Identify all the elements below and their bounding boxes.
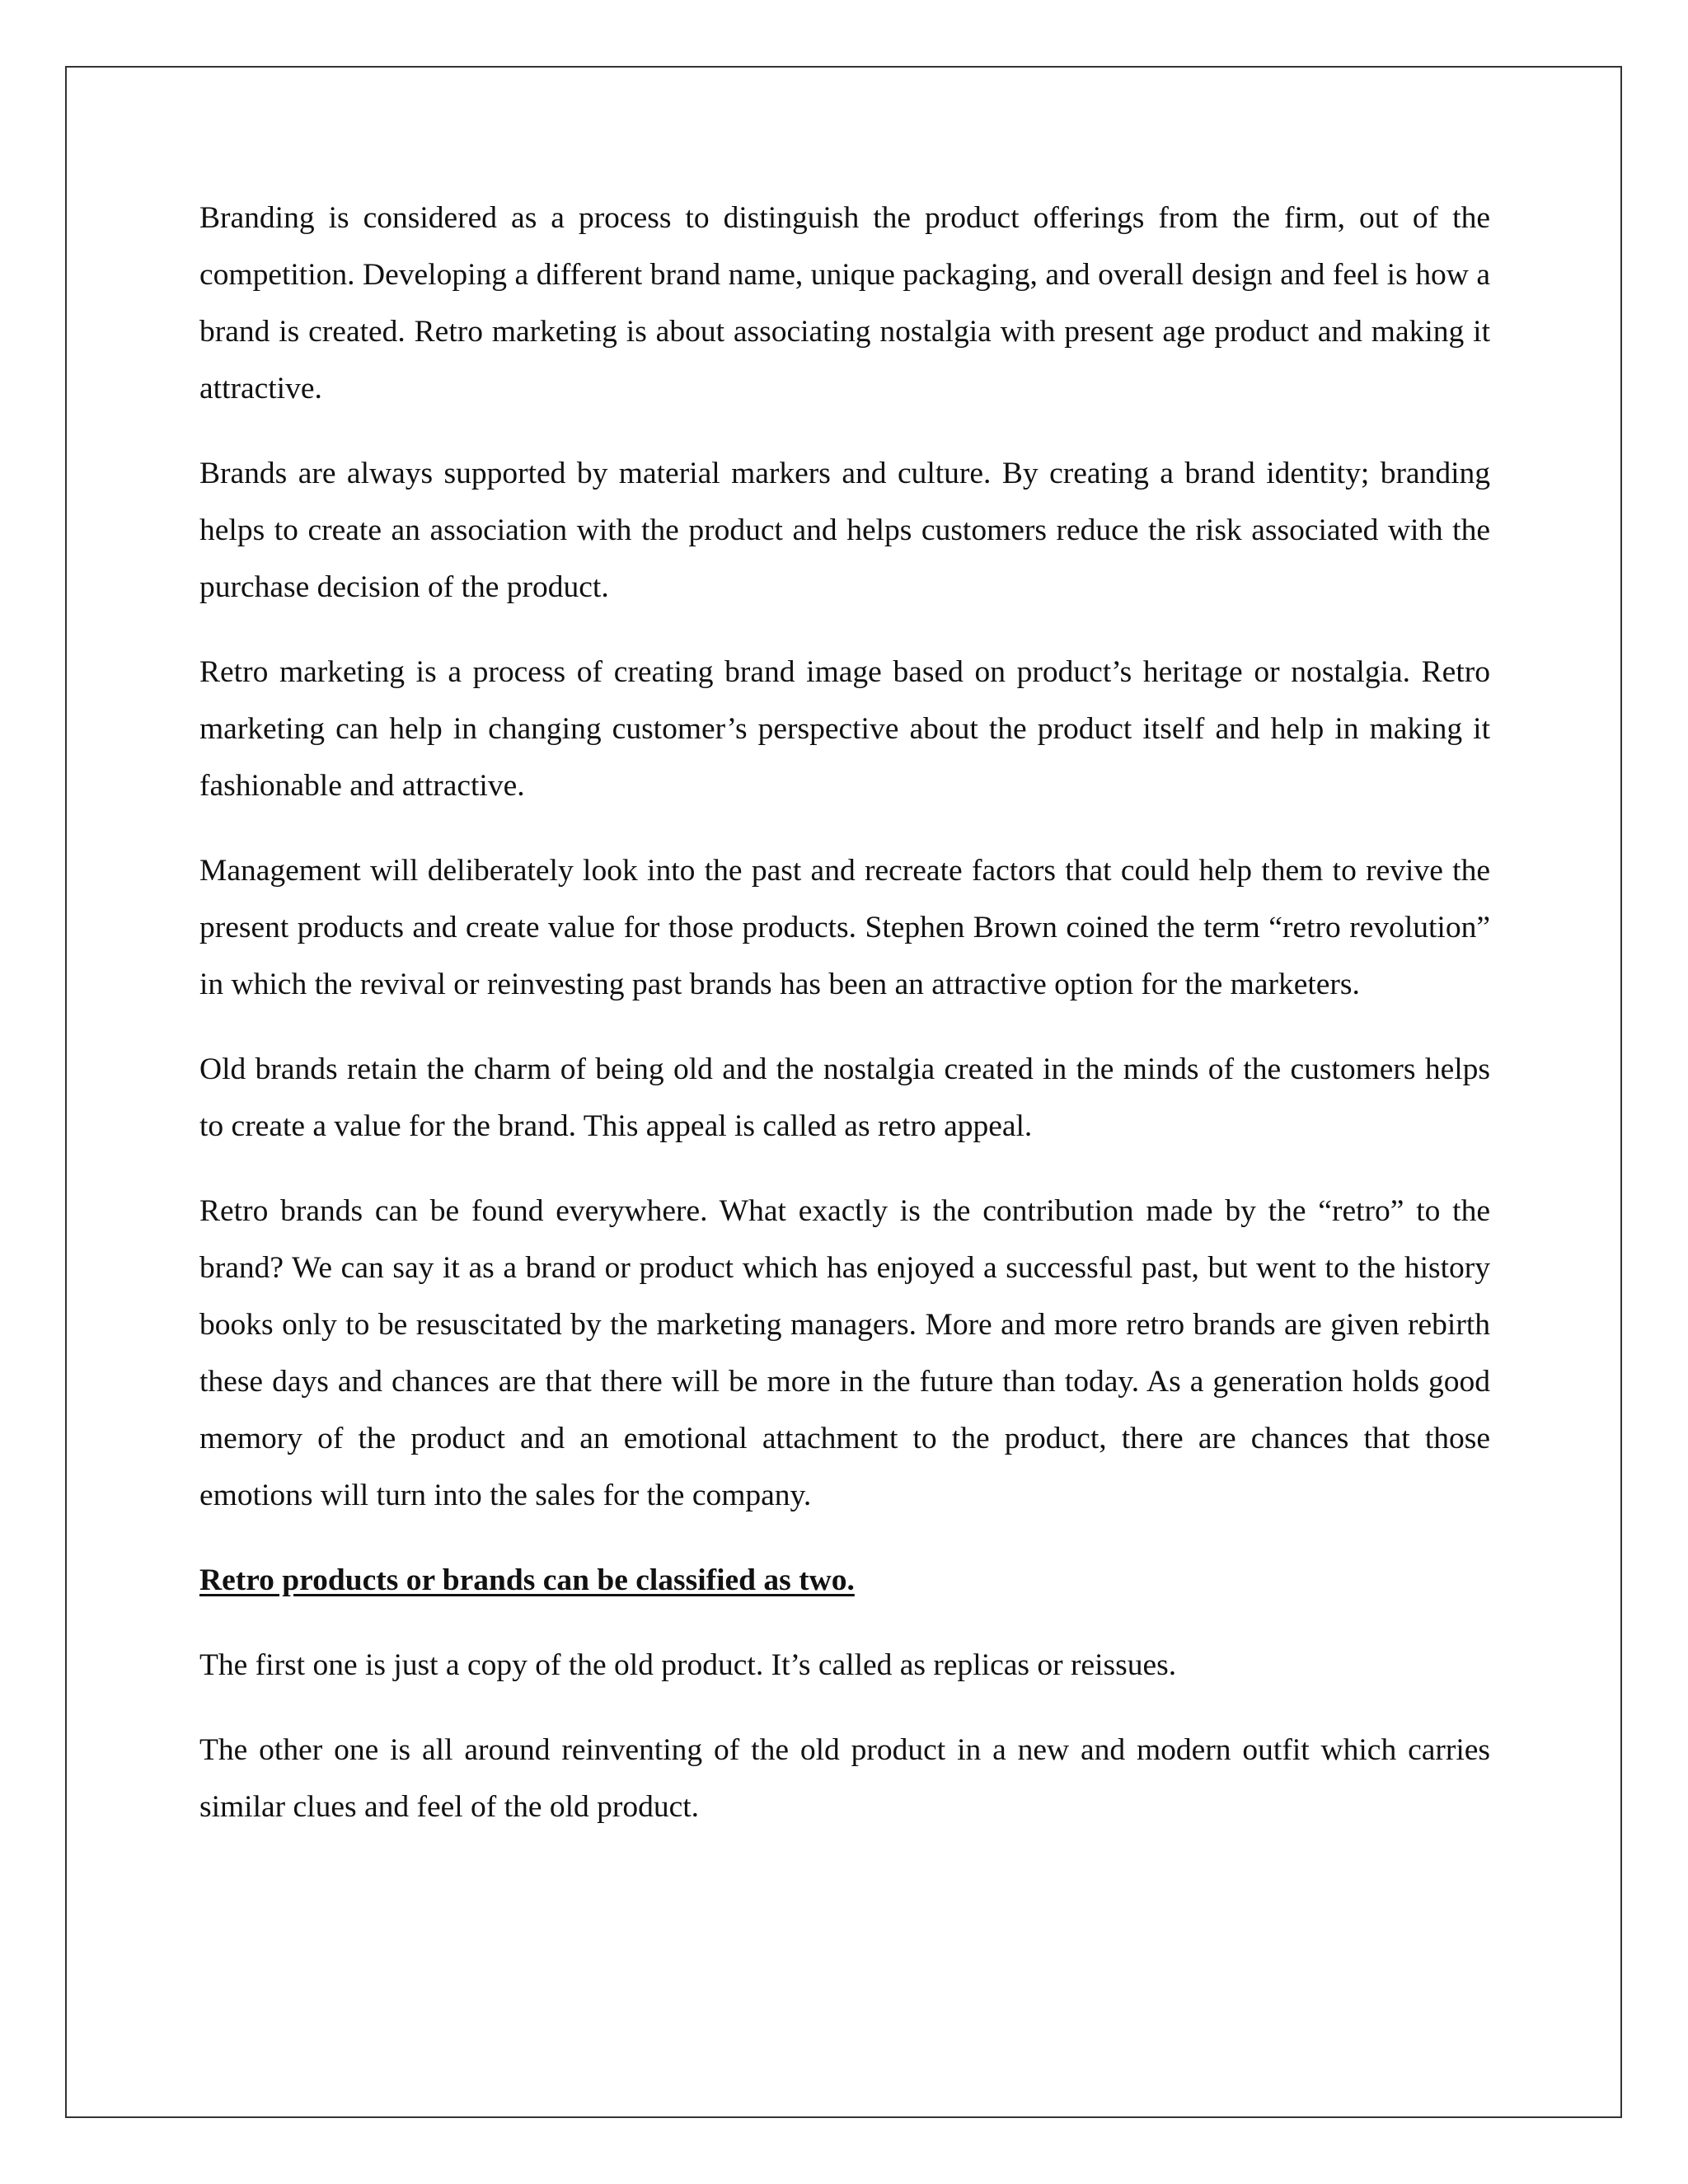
paragraph-reinventing: The other one is all around reinventing of the old product in a new and modern outfit which carries similar clues and feel of the old product.: [199, 1733, 1490, 1824]
paragraph-retro-revolution: Management will deliberately look into the past and recreate factors that could help them to revive the present products and create value for those products. Stephen Brown coined the term “retro revolution” in which the revival or reinvesting past brands has been an attractive option for the marketers.: [199, 854, 1490, 1001]
paragraph-retro-brands-everywhere: Retro brands can be found everywhere. What exactly is the contribution made by the “retro” to the brand? We can say it as a brand or product which has enjoyed a successful past, but went to the history books only to be resuscitated by the marketing managers. More and more retro brands are given rebirth these days and chances are that there will be more in the future than today. As a generation holds good memory of the product and an emotional attachment to the product, there are chances that those emotions will turn into the sales for the company.: [199, 1194, 1490, 1512]
paragraph-retro-marketing-process: Retro marketing is a process of creating brand image based on product’s heritage or nostalgia. Retro marketing can help in changing customer’s perspective about the product itself and help in making it fashionable and attractive.: [199, 655, 1490, 803]
paragraph-retro-appeal: Old brands retain the charm of being old and the nostalgia created in the minds of the customers helps to create a value for the brand. This appeal is called as retro appeal.: [199, 1052, 1490, 1143]
paragraph-replicas: The first one is just a copy of the old product. It’s called as replicas or reissues.: [199, 1648, 1177, 1682]
paragraph-branding-definition: Branding is considered as a process to distinguish the product offerings from the firm, out of the competition. Developing a different brand name, unique packaging, and overall design and feel is how a brand is created. Retro marketing is about associating nostalgia with present age product and making it attractive.: [199, 201, 1490, 405]
section-heading: Retro products or brands can be classified as two.: [199, 1563, 855, 1597]
paragraph-brand-identity: Brands are always supported by material markers and culture. By creating a brand identity; branding helps to create an association with the product and helps customers reduce the risk associated with the purchase decision of the product.: [199, 457, 1490, 604]
document-body: [199, 190, 1490, 1863]
